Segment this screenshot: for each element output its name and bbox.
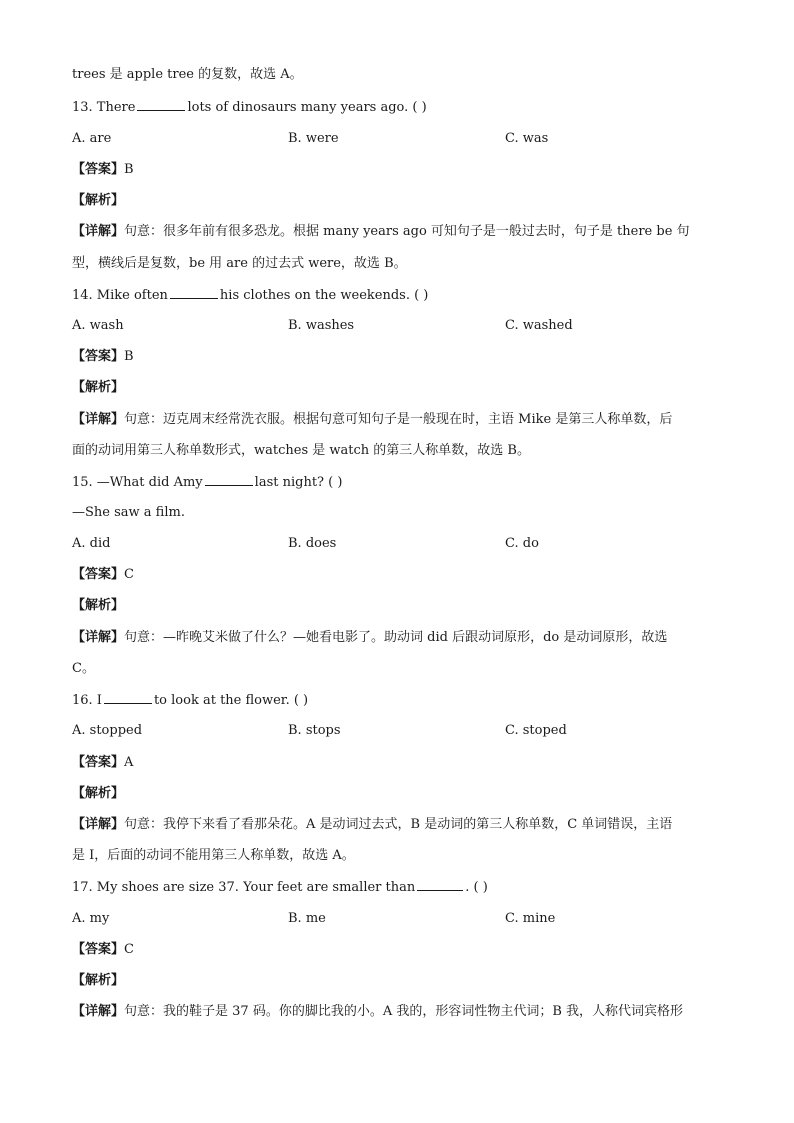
detail-13-line-1	[72, 222, 734, 242]
detail-text: 句意：—昨晚艾米做了什么？—她看电影了。助动词 did 后跟动词原形，do 是动词原形，故选	[124, 630, 668, 645]
intro-line: trees 是 apple tree 的复数，故选 A。	[72, 67, 303, 82]
option-c: C. do	[505, 536, 539, 551]
answer-value: B	[124, 162, 134, 177]
question-text: 14. Mike often	[72, 288, 168, 303]
analysis-tag: 【解析】	[72, 786, 125, 801]
option-b: B. me	[288, 911, 326, 926]
option-c: C. stoped	[505, 723, 567, 738]
answer-16	[72, 753, 734, 773]
analysis-13	[72, 191, 734, 211]
detail-text: 句意：迈克周末经常洗衣服。根据句意可知句子是一般现在时，主语 Mike 是第三人称单数，后	[124, 412, 673, 427]
option-c: C. washed	[505, 318, 573, 333]
question-15	[72, 472, 734, 492]
answer-15	[72, 565, 734, 585]
question-text: 13. There	[72, 100, 136, 115]
detail-tag: 【详解】	[72, 1004, 125, 1019]
question-16	[72, 690, 734, 710]
answer-blank	[104, 690, 152, 704]
options-14	[72, 316, 732, 336]
answer-13	[72, 160, 734, 180]
analysis-17	[72, 971, 734, 991]
analysis-15	[72, 596, 734, 616]
question-text: . ( )	[465, 880, 488, 895]
detail-14-line-1	[72, 410, 734, 430]
option-a: A. my	[72, 911, 110, 926]
options-17	[72, 909, 732, 929]
answer-tag: 【答案】	[72, 942, 125, 957]
detail-16-line-1	[72, 815, 734, 835]
answer-tag: 【答案】	[72, 349, 125, 364]
option-b: B. stops	[288, 723, 341, 738]
analysis-tag: 【解析】	[72, 193, 125, 208]
analysis-14	[72, 378, 734, 398]
detail-text: 句意：很多年前有很多恐龙。根据 many years ago 可知句子是一般过去时，句子是 there be 句	[124, 224, 690, 239]
question-17	[72, 877, 734, 897]
option-b: B. washes	[288, 318, 355, 333]
question-text: lots of dinosaurs many years ago. ( )	[187, 100, 427, 115]
option-a: A. wash	[72, 318, 124, 333]
question-text: his clothes on the weekends. ( )	[219, 288, 429, 303]
detail-text: 句意：我的鞋子是 37 码。你的脚比我的小。A 我的，形容词性物主代词；B 我，人称代词宾格形	[124, 1004, 684, 1019]
option-b: B. does	[288, 536, 337, 551]
question-text: to look at the flower. ( )	[153, 693, 309, 708]
answer-blank	[205, 472, 253, 486]
answer-14	[72, 347, 734, 367]
detail-tag: 【详解】	[72, 412, 125, 427]
analysis-tag: 【解析】	[72, 598, 125, 613]
answer-blank	[170, 285, 218, 299]
answer-value: C	[124, 942, 134, 957]
analysis-tag: 【解析】	[72, 973, 125, 988]
options-13	[72, 129, 732, 149]
option-c: C. mine	[505, 911, 556, 926]
option-a: A. did	[72, 536, 111, 551]
question-text: 17. My shoes are size 37. Your feet are smaller than	[72, 880, 416, 895]
options-15	[72, 534, 732, 554]
detail-tag: 【详解】	[72, 630, 125, 645]
answer-value: B	[124, 349, 134, 364]
analysis-16	[72, 784, 734, 804]
detail-tag: 【详解】	[72, 817, 125, 832]
detail-17-line-1	[72, 1002, 734, 1022]
question-text: 15. —What did Amy	[72, 475, 203, 490]
detail-16-line-2: 是 I，后面的动词不能用第三人称单数，故选 A。	[72, 848, 355, 863]
option-a: A. stopped	[72, 723, 143, 738]
options-16	[72, 721, 732, 741]
answer-tag: 【答案】	[72, 162, 125, 177]
detail-14-line-2: 面的动词用第三人称单数形式，watches 是 watch 的第三人称单数，故选 B。	[72, 443, 530, 458]
detail-13-line-2: 型，横线后是复数，be 用 are 的过去式 were，故选 B。	[72, 256, 407, 271]
detail-tag: 【详解】	[72, 224, 125, 239]
answer-17	[72, 940, 734, 960]
option-c: C. was	[505, 131, 549, 146]
answer-blank	[417, 877, 463, 891]
question-15-response: —She saw a film.	[72, 505, 185, 520]
question-14	[72, 285, 734, 305]
option-b: B. were	[288, 131, 339, 146]
answer-tag: 【答案】	[72, 567, 125, 582]
detail-text: 句意：我停下来看了看那朵花。A 是动词过去式，B 是动词的第三人称单数，C 单词错误，主语	[124, 817, 673, 832]
answer-tag: 【答案】	[72, 755, 125, 770]
answer-value: C	[124, 567, 134, 582]
question-text: 16. I	[72, 693, 102, 708]
answer-value: A	[124, 755, 134, 770]
question-13	[72, 97, 734, 117]
analysis-tag: 【解析】	[72, 380, 125, 395]
question-text: last night? ( )	[254, 475, 343, 490]
answer-blank	[137, 97, 185, 111]
detail-15-line-2: C。	[72, 661, 95, 676]
detail-15-line-1	[72, 628, 734, 648]
option-a: A. are	[72, 131, 112, 146]
